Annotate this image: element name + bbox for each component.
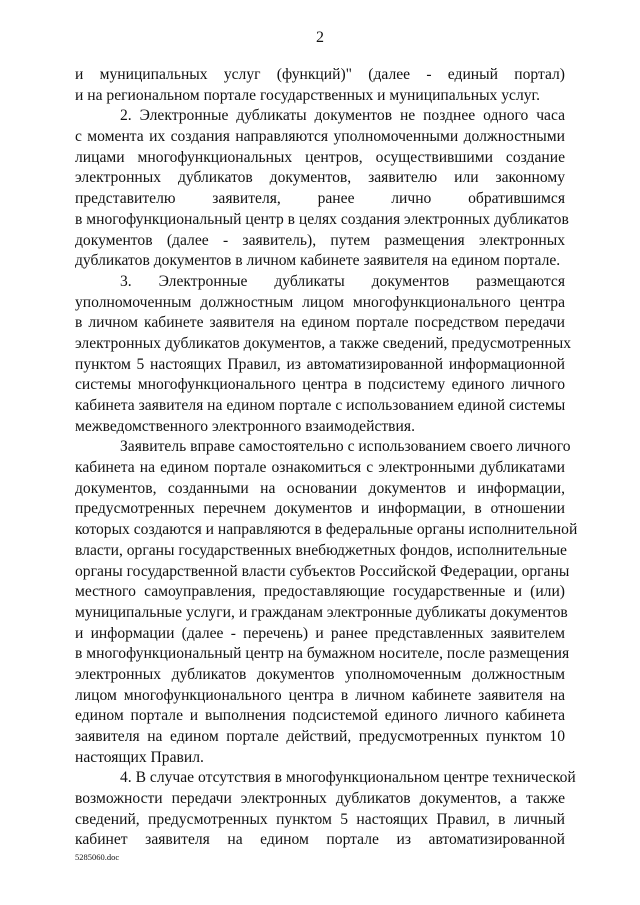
text-line: документов (далее - заявитель), путем размещения электронных — [75, 231, 565, 249]
text-line: и информации (далее - перечень) и ранее представленных заявителем — [75, 624, 565, 642]
text-line: предусмотренных перечнем документов и информации, в отношении — [75, 500, 565, 518]
text-line: представителю заявителя, ранее лично обратившимся — [75, 190, 565, 208]
text-line: кабинета заявителя на едином портале с использованием единой системы — [75, 397, 566, 414]
text-line: кабинета на едином портале ознакомиться с электронными дубликатами — [75, 459, 565, 477]
text-line: электронных дубликатов документов, заявителю или законному — [75, 169, 565, 187]
text-line: заявителя на едином портале действий, предусмотренных пунктом 10 — [75, 728, 565, 745]
text-line: в многофункциональный центр в целях создания электронных дубликатов — [75, 210, 569, 228]
text-line: в многофункциональный центр на бумажном носителе, после размещения — [75, 645, 570, 663]
text-line: муниципальные услуги, и гражданам электронные дубликаты документов — [75, 603, 568, 621]
text-line: лицом многофункционального центра в личном кабинете заявителя на — [75, 686, 565, 704]
text-line: уполномоченным должностным лицом многофункционального центра — [75, 293, 565, 311]
text-line: электронных дубликатов документов уполномоченным должностным — [75, 665, 565, 683]
text-line: и на региональном портале государственных и муниципальных услуг. — [75, 86, 541, 104]
text-line: дубликатов документов в личном кабинете заявителя на едином портале. — [75, 252, 561, 270]
file-name-footer: 5285060.doc — [75, 852, 120, 862]
text-line: 4. В случае отсутствия в многофункциональном центре технической — [120, 769, 576, 787]
text-line: возможности передачи электронных дубликатов документов, а также — [75, 790, 565, 808]
text-line: и муниципальных услуг (функций)" (далее - единый портал) — [75, 66, 565, 83]
text-line: сведений, предусмотренных пунктом 5 настоящих Правил, в личный — [75, 810, 565, 828]
text-line: органы государственной власти субъектов Российской Федерации, органы — [75, 562, 570, 580]
text-line: в личном кабинете заявителя на едином портале посредством передачи — [75, 314, 565, 332]
text-line: настоящих Правил. — [75, 748, 204, 766]
text-line: Заявитель вправе самостоятельно с использованием своего личного — [120, 438, 571, 456]
text-line: пунктом 5 настоящих Правил, из автоматизированной информационной — [75, 355, 565, 373]
text-line: 3. Электронные дубликаты документов размещаются — [120, 272, 565, 290]
page-number: 2 — [316, 29, 324, 46]
text-line: с момента их создания направляются уполномоченными должностными — [75, 128, 565, 146]
text-line: кабинет заявителя на едином портале из автоматизированной — [75, 831, 565, 849]
text-line: документов, созданными на основании документов и информации, — [75, 479, 565, 497]
text-line: власти, органы государственных внебюджетных фондов, исполнительные — [75, 541, 567, 559]
text-line: которых создаются и направляются в федеральные органы исполнительной — [75, 521, 578, 539]
text-line: межведомственного электронного взаимодействия. — [75, 417, 415, 435]
text-line: едином портале и выполнения подсистемой единого личного кабинета — [75, 707, 565, 725]
text-line: электронных дубликатов документов, а также сведений, предусмотренных — [75, 334, 572, 352]
text-line: лицами многофункциональных центров, осуществившими создание — [75, 148, 565, 166]
document-body — [75, 65, 578, 851]
text-line: местного самоуправления, предоставляющие государственные и (или) — [75, 583, 565, 601]
text-line: системы многофункционального центра в подсистему единого личного — [75, 376, 565, 394]
text-line: 2. Электронные дубликаты документов не позднее одного часа — [120, 107, 565, 125]
